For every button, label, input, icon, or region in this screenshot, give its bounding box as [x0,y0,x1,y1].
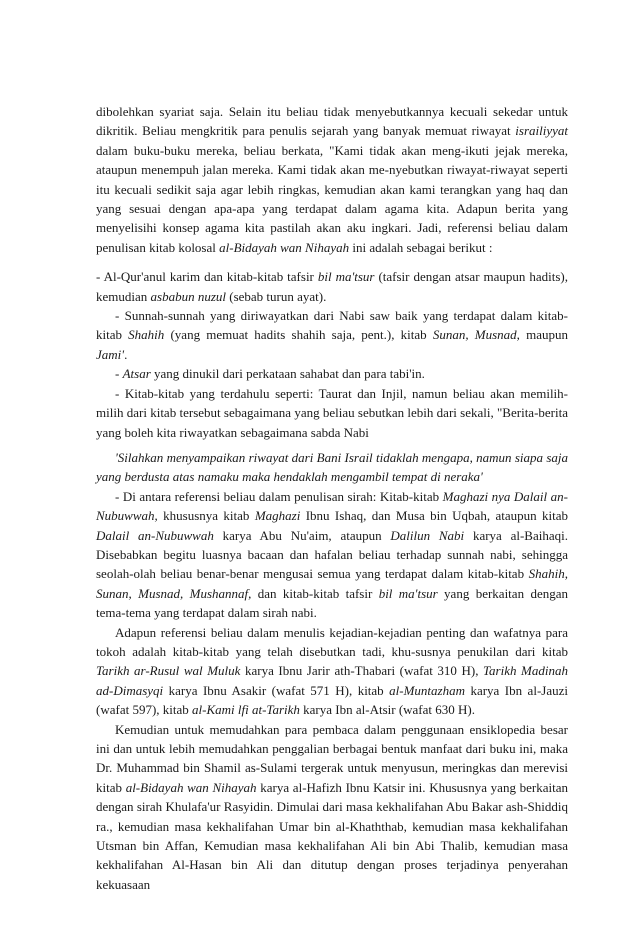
paragraph-source-earlier-books [96,384,568,442]
paragraph-compilation [96,720,568,895]
italic-text: Jami' [96,346,125,362]
body-text: Adapun referensi beliau dalam menulis kejadian-kejadian penting dan wafatnya para tokoh adalah kitab-kitab yang telah disebutkan tadi, khu-susnya penukilan dari kitab [96,624,568,659]
italic-text: Atsar [122,366,151,382]
body-text: yang berkaitan dengan tema-tema yang terdapat dalam sirah nabi. [96,585,568,621]
body-text: (tafsir dengan atsar maupun hadits), kemudian [96,269,569,304]
body-text: . [124,346,128,362]
italic-text: 'Silahkan menyampaikan riwayat dari Bani Israil tidaklah mengapa, namun siapa saja yang berdusta atas namaku maka hendaklah mengambil tempat di neraka' [96,449,568,485]
italic-text: Shahih [128,327,165,343]
body-text: (yang memuat hadits shahih saja, pent.), kitab [164,327,433,343]
body-text: (sebab turun ayat). [226,288,327,304]
italic-text: al-Bidayah wan Nihayah [219,239,350,255]
body-text: yang dinukil dari perkataan sahabat dan para tabi'in. [150,366,425,382]
body-text: - Kitab-kitab yang terdahulu seperti: Taurat dan Injil, namun beliau akan memilih-milih dari kitab tersebut sebagaimana yang beliau sebutkan lebih dari sekali, "Berita-berita yang boleh kita riwayatkan sebagaimana sabda Nabi [96,385,568,440]
italic-text: Maghazi nya Dalail an-Nubuwwah, [96,488,568,524]
body-text: dalam buku-buku mereka, beliau berkata, "Kami tidak akan meng-ikuti jejak mereka, ataupun menempuh jalan mereka. Kami tidak akan me-nyebutkan riwayat-riwayat seperti itu kecuali sedikit saja agar lebih ringkas, kemudian akan kami terangkan yang haq dan yang sesuai dengan apa-apa yang terdapat dalam agama kita. Adapun berita yang menyelisihi konsep agama kita pastilah akan aku ingkari. Jadi, referensi beliau dalam penulisan kitab kolosal [96,142,568,255]
italic-text: Sunan, Musnad, [432,327,520,343]
document-page [96,102,568,894]
body-text: Ibnu Ishaq, dan Musa bin Uqbah, ataupun kitab [300,508,569,524]
paragraph-source-atsar [96,364,568,383]
italic-text: israiliyyat [515,123,568,139]
body-text: dan kitab-kitab tafsir [251,585,379,601]
body-text: maupun [519,327,568,343]
italic-text: asbabun nuzul [150,288,226,304]
paragraph-source-quran [96,267,568,306]
italic-text: al-Kami lfi at-Tarikh [192,702,300,718]
body-text: Kemudian untuk memudahkan para pembaca dalam penggunaan ensiklopedia besar ini dan untuk lebih memudahkan penggalian berbagai bentuk manfaat dari buku ini, maka Dr. Muhammad bin Shamil as-Sulami tergerak untuk menyusun, meringkas dan merevisi kitab [96,721,568,795]
paragraph-intro [96,102,568,257]
body-text: karya Ibn al-Atsir (wafat 630 H). [299,702,475,718]
body-text: khususnya kitab [157,508,255,524]
body-text: karya Abu Nu'aim, ataupun [213,527,391,543]
body-text: - Di antara referensi beliau dalam penulisan sirah: Kitab-kitab [115,488,443,504]
italic-text: Dalilun Nabi [390,527,465,543]
italic-text: Dalail an-Nubuwwah [96,527,214,543]
body-text: - [115,366,123,382]
italic-text: bil ma'tsur [378,585,438,601]
body-text: dibolehkan syariat saja. Selain itu beliau tidak menyebutkannya kecuali sekedar untuk dikritik. Beliau mengkritik para penulis sejarah yang banyak memuat riwayat [96,104,568,139]
body-text: karya Ibnu Jarir ath-Thabari (wafat 310 H), [240,663,484,679]
paragraph-hadith-quote [96,448,568,487]
body-text: karya al-Hafizh Ibnu Katsir ini. Khususnya yang berkaitan dengan sirah Khulafa'ur Rasyidin. Dimulai dari masa kekhalifahan Abu Bakar ash-Shiddiq ra., kemudian masa kekhalifahan Umar bin al-Khaththab, kemudian masa kekhalifahan Utsman bin Affan, Kemudian masa kekhalifahan Ali bin Abi Thalib, kemudian masa kekhalifahan Al-Hasan bin Ali dan ditutup dengan proses terjadinya penyerahan kekuasaan [96,779,568,892]
paragraph-history-references [96,623,568,720]
body-text: - Sunnah-sunnah yang diriwayatkan dari Nabi saw baik yang terdapat dalam kitab-kitab [96,308,568,343]
body-text: ini adalah sebagai berikut : [349,239,493,255]
italic-text: Maghazi [254,508,301,524]
italic-text: Tarikh ar-Rusul wal Muluk [96,663,241,679]
body-text: - Al-Qur'anul karim dan kitab-kitab tafsir [96,269,318,285]
italic-text: al-Bidayah wan Nihayah [125,779,257,795]
italic-text: al-Muntazham [389,682,465,698]
body-text: karya al-Baihaqi. Disebabkan begitu luasnya bacaan dan hafalan beliau terhadap sunnah nabi, sehingga seolah-olah beliau benar-benar mengusai semua yang terdapat dalam kitab-kitab [96,527,568,582]
body-text: karya Ibnu Asakir (wafat 571 H), kitab [163,682,390,698]
italic-text: Tarikh Madinah ad-Dimasyqi [96,663,568,698]
italic-text: Shahih, Sunan, Musnad, Mushannaf, [96,566,568,601]
paragraph-source-sunnah [96,306,568,364]
paragraph-source-sirah [96,487,568,623]
italic-text: bil ma'tsur [317,269,375,285]
body-text: karya Ibn al-Jauzi (wafat 597), kitab [96,682,568,718]
